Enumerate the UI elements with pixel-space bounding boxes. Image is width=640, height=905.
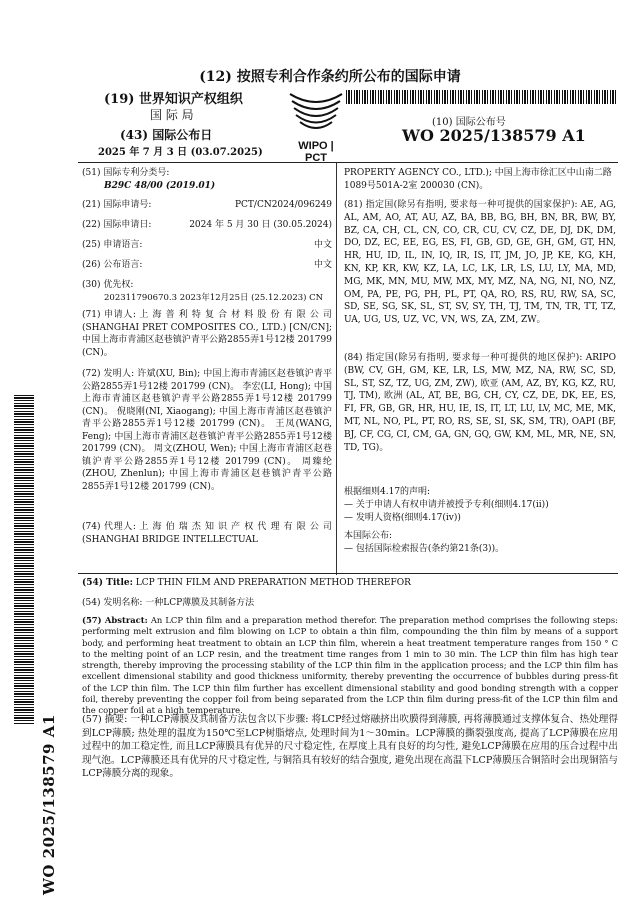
published-title: 本国际公布: [344, 531, 393, 541]
wipo-pct-text: WIPO | PCT [298, 140, 334, 164]
classification-value: B29C 48/00 (2019.01) [104, 180, 216, 191]
publication-number: WO 2025/138579 A1 [402, 126, 586, 145]
filing-language-label: (25) 申请语言: [82, 240, 143, 250]
column-divider [336, 163, 337, 575]
field-25 [82, 239, 332, 252]
publication-date-label: (43) 国际公布日 [120, 128, 213, 142]
application-number-label: (21) 国际申请号: [82, 200, 152, 210]
applicant: (71) 申请人: 上 海 普 利 特 复 合 材 料 股 份 有 限 公 司 (SHANGHAI PRET COMPOSITES CO., LTD.) [CN/CN]; 中国上海市青浦区赵巷镇沪青平公路2855弄1号12楼 201799 (CN)。 [82, 310, 332, 358]
field-22 [82, 219, 332, 232]
publication-date: 2025 年 7 月 3 日 (03.07.2025) [98, 147, 263, 158]
priority-data: 202311790670.3 2023年12月25日 (25.12.2023) CN [104, 292, 324, 303]
abstract-english-text: An LCP thin film and a preparation method therefor. The preparation method comprises the following steps: performing melt extrusion and film blowing on LCP to obtain a thin film, compounding the thin film by means of a support body, and performing heat treatment to obtain an LCP thin film, wherein a heat treatment temperature ranges from 150 ° C to the melting point of an LCP resin, and the treatment time ranges from 1 min to 30 min. The LCP thin film has high tear strength, thereby improving the processing stability of the LCP thin film in the application process; and the LCP thin film has excellent dimensional stability and good thickness uniformity, thereby preventing the occurrence of bubbles during press-fit of the LCP thin film. The LCP thin film further has excellent dimensional stability and good bonding strength with a copper foil, thereby preventing the copper foil from being separated from the LCP thin film during press-fit of the LCP thin film and the copper foil at a high temperature. [82, 615, 618, 716]
barcode [346, 90, 618, 104]
inventors: (72) 发明人: 许斌(XU, Bin); 中国上海市青浦区赵巷镇沪青平公路2855弄1号12楼 201799 (CN)。 李宏(LI, Hong); 中国上海市青浦区赵巷镇沪青平公路2855弄1号12楼 201799 (CN)。 倪晓刚(NI, Xiaogang); 中国上海市青浦区赵巷镇沪青平公路2855弄1号12楼 201799 (CN)。 王凤(WANG, Feng); 中国上海市青浦区赵巷镇沪青平公路2855弄1号12楼 201799 (CN)。 周文(ZHOU, Wen); 中国上海市青浦区赵巷镇沪青平公路2855弄1号12楼 201799 (CN)。 周臻纶(ZHOU, Zhenlun); 中国上海市青浦区赵巷镇沪青平公路2855弄1号12楼 201799 (CN)。 [82, 369, 332, 492]
field-26 [82, 259, 332, 272]
filing-date: 2024 年 5 月 30 日 (30.05.2024) [189, 220, 332, 230]
classification-label: (51) 国际专利分类号: [82, 168, 170, 178]
body-divider [78, 573, 618, 574]
declaration-item: — 关于申请人有权申请并被授予专利(细则4.17(ii)) [344, 499, 549, 510]
header-divider [78, 162, 618, 163]
abstract-chinese: (57) 摘要: 一种LCP薄膜及其制备方法包含以下步骤: 将LCP经过熔融挤出吹膜得到薄膜, 再将薄膜通过支撑体复合、热处理得到LCP薄膜; 热处理的温度为150℃至LCP树脂熔点, 处理时间为1～30min。LCP薄膜的撕裂强度高, 提高了LCP薄膜在应用过程中的加工稳定性, 而且LCP薄膜具有优异的尺寸稳定性, 在厚度上具有良好的均匀性, 避免LCP薄膜在应用的压合过程中出现气泡。LCP薄膜还具有优异的尺寸稳定性, 与铜箔具有较好的结合强度, 避免出现在高温下LCP薄膜压合铜箔时会出现铜箔与LCP薄膜分离的现象。 [82, 714, 618, 779]
agent-continued: PROPERTY AGENCY CO., LTD.); 中国上海市徐汇区中山南二路1089号501A-2室 200030 (CN)。 [344, 168, 612, 191]
abstract-english [82, 615, 618, 717]
wipo-name: (19) 世界知识产权组织 [104, 92, 243, 107]
declarations-title: 根据细则4.17的声明: [344, 487, 431, 497]
abstract-english-label: (57) Abstract: [82, 615, 148, 625]
declaration-item: — 发明人资格(细则4.17(iv)) [344, 512, 461, 523]
vertical-publication-number: WO 2025/138579 A1 [40, 714, 58, 895]
designated-states-national: (81) 指定国(除另有指明, 要求每一种可提供的国家保护): AE, AG, AL, AM, AO, AT, AU, AZ, BA, BB, BG, BH, BN, BR, BW, BY, BZ, CA, CH, CL, CN, CO, CR, CU, CV, CZ, DE, DJ, DK, DM, DO, DZ, EC, EE, EG, ES, FI, GB, GD, GE, GH, GM, GT, HN, HR, HU, ID, IL, IN, IQ, IR, IS, IT, JM, JO, JP, KE, KG, KH, KN, KP, KR, KW, KZ, LA, LC, LK, LR, LS, LU, LY, MA, MD, MG, MK, MN, MU, MW, MX, MY, MZ, NA, NG, NI, NO, NZ, OM, PA, PE, PG, PH, PL, PT, QA, RO, RS, RU, RW, SA, SC, SD, SE, SG, SK, SL, ST, SV, SY, TH, TJ, TM, TN, TR, TT, TZ, UA, UG, US, UZ, VC, VN, WS, ZA, ZM, ZW。 [344, 200, 616, 326]
application-number: PCT/CN2024/096249 [234, 200, 332, 210]
international-bureau: 国 际 局 [150, 108, 194, 122]
field-51 [82, 167, 332, 192]
wipo-logo [286, 88, 346, 164]
title-english-label: (54) Title: [82, 578, 133, 588]
side-barcode [14, 395, 34, 725]
agent: (74) 代理人: 上 海 伯 瑞 杰 知 识 产 权 代 理 有 限 公 司 (SHANGHAI BRIDGE INTELLECTUAL [82, 522, 332, 545]
filing-date-label: (22) 国际申请日: [82, 220, 152, 230]
published-item: — 包括国际检索报告(条约第21条(3))。 [344, 543, 505, 554]
document-type-heading: (12) 按照专利合作条约所公布的国际申请 [199, 69, 461, 85]
designated-states-regional: (84) 指定国(除另有指明, 要求每一种可提供的地区保护): ARIPO (BW, CV, GH, GM, KE, LR, LS, MW, MZ, NA, RW, SC, SD, SL, ST, SZ, TZ, UG, ZM, ZW), 欧亚 (AM, AZ, BY, KG, KZ, RU, TJ, TM), 欧洲 (AL, AT, BE, BG, CH, CY, CZ, DE, DK, EE, ES, FI, FR, GB, GR, HR, HU, IE, IS, IT, LT, LU, LV, MC, ME, MK, MT, NL, NO, PL, PT, RO, RS, SE, SI, SK, SM, TR), OAPI (BF, BJ, CF, CG, CI, CM, GA, GN, GQ, GW, KM, ML, MR, NE, SN, TD, TG)。 [344, 353, 616, 453]
wipo-emblem-icon [286, 88, 346, 134]
title-chinese: (54) 发明名称: 一种LCP薄膜及其制备方法 [82, 598, 255, 608]
priority-label: (30) 优先权: [82, 280, 134, 290]
field-21 [82, 199, 332, 212]
publication-language: 中文 [313, 260, 332, 270]
published-with [344, 530, 616, 556]
declarations [344, 486, 616, 524]
publication-language-label: (26) 公布语言: [82, 260, 143, 270]
filing-language: 中文 [313, 240, 332, 250]
field-30 [82, 279, 332, 304]
title-english [82, 577, 618, 590]
publication-number-label: (10) 国际公布号 [432, 117, 506, 128]
title-english-text: LCP THIN FILM AND PREPARATION METHOD THEREFOR [135, 578, 411, 588]
